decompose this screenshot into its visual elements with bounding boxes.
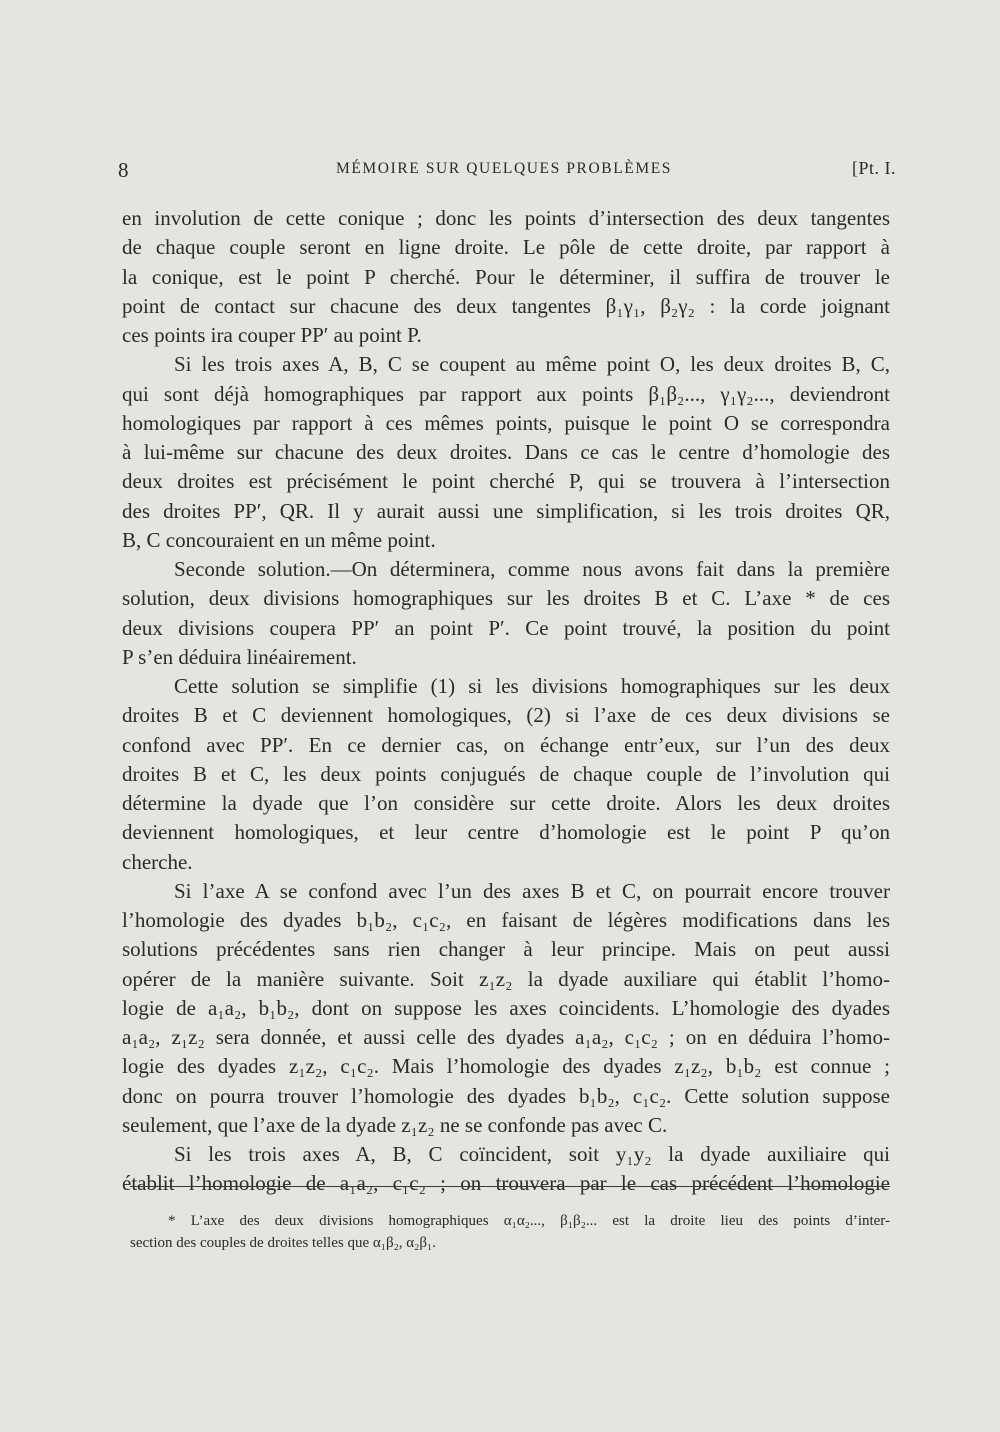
- text-line: B, C concouraient en un même point.: [122, 527, 436, 552]
- text-line: donc on pourra trouver l’homologie des dyades b₁b₂, c₁c₂. Cette solution suppose: [122, 1083, 890, 1108]
- footnote-line: * L’axe des deux divisions homographiques α₁α₂..., β₁β₂... est la droite lieu des points d’inter-: [168, 1213, 890, 1229]
- page-number: 8: [118, 158, 129, 182]
- text-line: homologiques par rapport à ces mêmes points, puisque le point O se correspondra: [122, 410, 890, 435]
- running-header: [118, 158, 896, 188]
- text-line: confond avec PP′. En ce dernier cas, on échange entr’eux, sur l’un des deux: [122, 732, 890, 757]
- main-text: [122, 204, 890, 1199]
- text-line: deux divisions coupera PP′ an point P′. Ce point trouvé, la position du point: [122, 615, 890, 640]
- text-line: Si les trois axes A, B, C se coupent au même point O, les deux droites B, C,: [174, 352, 890, 377]
- running-title: MÉMOIRE SUR QUELQUES PROBLÈMES: [335, 160, 673, 177]
- text-line: solutions précédentes sans rien changer à leur principe. Mais on peut aussi: [122, 937, 890, 962]
- part-reference: [Pt. I.: [852, 158, 896, 178]
- text-line: détermine la dyade que l’on considère sur cette droite. Alors les deux droites: [122, 791, 890, 815]
- text-line: établit l’homologie de a₁a₂, c₁c₂ ; on trouvera par le cas précédent l’homologie: [122, 1171, 890, 1196]
- text-line: l’homologie des dyades b₁b₂, c₁c₂, en faisant de légères modifications dans les: [122, 908, 890, 932]
- text-line: qui sont déjà homographiques par rapport aux points β₁β₂..., γ₁γ₂..., deviendront: [122, 381, 890, 406]
- footnote-rule: [130, 1186, 890, 1187]
- text-line: solution, deux divisions homographiques sur les droites B et C. L’axe * de ces: [122, 586, 890, 611]
- text-line: P s’en déduira linéairement.: [122, 644, 357, 669]
- footnote-line: section des couples de droites telles que α₁β₂, α₂β₁.: [130, 1235, 436, 1251]
- text-line: des droites PP′, QR. Il y aurait aussi une simplification, si les trois droites QR,: [122, 498, 890, 523]
- footnote: [130, 1210, 890, 1254]
- text-line: Seconde solution.—On déterminera, comme nous avons fait dans la première: [174, 557, 890, 581]
- text-line: cherche.: [122, 849, 193, 874]
- text-line: la conique, est le point P cherché. Pour le déterminer, il suffira de trouver le: [122, 264, 890, 289]
- text-line: point de contact sur chacune des deux tangentes β₁γ₁, β₂γ₂ : la corde joignant: [122, 293, 890, 318]
- text-line: de chaque couple seront en ligne droite. Le pôle de cette droite, par rapport à: [122, 235, 890, 260]
- text-line: droites B et C deviennent homologiques, (2) si l’axe de ces deux divisions se: [122, 703, 890, 728]
- text-line: Cette solution se simplifie (1) si les divisions homographiques sur les deux: [174, 674, 890, 698]
- text-line: seulement, que l’axe de la dyade z₁z₂ ne se confonde pas avec C.: [122, 1112, 668, 1137]
- text-line: deviennent homologiques, et leur centre d’homologie est le point P qu’on: [122, 820, 890, 845]
- text-line: à lui-même sur chacune des deux droites. Dans ce cas le centre d’homologie des: [122, 440, 890, 464]
- text-line: opérer de la manière suivante. Soit z₁z₂ la dyade auxiliare qui établit l’homo-: [122, 966, 890, 991]
- text-line: logie des dyades z₁z₂, c₁c₂. Mais l’homologie des dyades z₁z₂, b₁b₂ est connue ;: [122, 1054, 890, 1079]
- text-line: Si les trois axes A, B, C coïncident, soit y₁y₂ la dyade auxiliaire qui: [174, 1142, 890, 1166]
- text-line: en involution de cette conique ; donc les points d’intersection des deux tangentes: [122, 206, 890, 230]
- text-line: deux droites est précisément le point cherché P, qui se trouvera à l’intersection: [122, 469, 890, 494]
- text-line: a₁a₂, z₁z₂ sera donnée, et aussi celle des dyades a₁a₂, c₁c₂ ; on en déduira l’homo-: [122, 1025, 890, 1049]
- text-line: droites B et C, les deux points conjugués de chaque couple de l’involution qui: [122, 761, 890, 786]
- text-line: ces points ira couper PP′ au point P.: [122, 323, 422, 347]
- text-line: logie de a₁a₂, b₁b₂, dont on suppose les axes coincidents. L’homologie des dyades: [122, 995, 890, 1020]
- text-line: Si l’axe A se confond avec l’un des axes B et C, on pourrait encore trouver: [174, 878, 890, 903]
